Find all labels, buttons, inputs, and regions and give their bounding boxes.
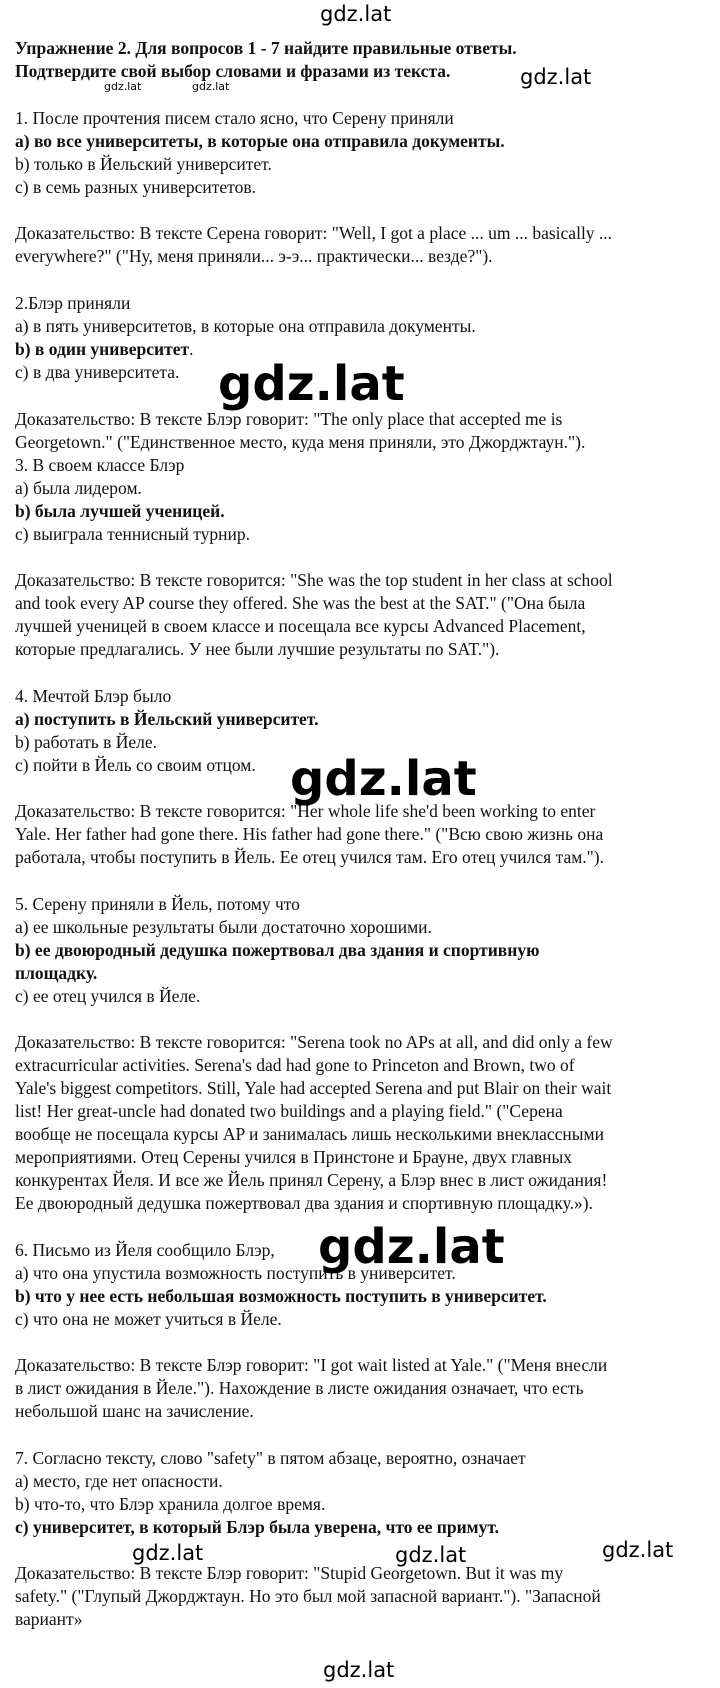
watermark: gdz.lat <box>395 1543 467 1567</box>
q5-proof-line-1: Доказательство: В тексте говорится: "Serena took no APs at all, and did only a few <box>15 1032 613 1052</box>
q4-option-c: c) пойти в Йель со своим отцом. <box>15 755 256 775</box>
exercise-title-line-1: Упражнение 2. Для вопросов 1 - 7 найдите правильные ответы. <box>15 38 517 58</box>
question-7: 7. Согласно тексту, слово "safety" в пятом абзаце, вероятно, означает <box>15 1448 526 1468</box>
watermark: gdz.lat <box>104 80 142 93</box>
watermark: gdz.lat <box>290 751 477 807</box>
q1-option-b: b) только в Йельский университет. <box>15 154 272 174</box>
q4-proof-line-3: работала, чтобы поступить в Йель. Ее отец учился там. Его отец учился там."). <box>15 847 605 867</box>
q4-proof-line-1: Доказательство: В тексте говорится: "Her whole life she'd been working to enter <box>15 801 596 821</box>
q7-option-a: а) место, где нет опасности. <box>15 1471 223 1491</box>
q7-proof-line-2: safety." ("Глупый Джорджтаун. Но это был мой запасной вариант."). "Запасной <box>15 1586 601 1606</box>
q3-option-c: c) выиграла теннисный турнир. <box>15 524 250 544</box>
q5-proof-line-3: Yale's biggest competitors. Still, Yale had accepted Serena and put Blair on their wait <box>15 1078 612 1098</box>
q5-option-a: а) ее школьные результаты были достаточно хорошими. <box>15 917 432 937</box>
question-5: 5. Серену приняли в Йель, потому что <box>15 894 300 914</box>
q5-option-b-line-1: b) ее двоюродный дедушка пожертвовал два здания и спортивную <box>15 940 540 960</box>
q2-option-a: а) в пять университетов, в которые она отправила документы. <box>15 316 476 336</box>
q5-proof-line-6: мероприятиями. Отец Серены учился в Принстоне и Брауне, двух главных <box>15 1147 573 1167</box>
watermark: gdz.lat <box>192 80 230 93</box>
q2-option-b <box>15 338 193 360</box>
question-4: 4. Мечтой Блэр было <box>15 686 172 706</box>
question-6: 6. Письмо из Йеля сообщило Блэр, <box>15 1240 275 1260</box>
q3-option-b: b) была лучшей ученицей. <box>15 501 225 521</box>
q2-option-c: c) в два университета. <box>15 362 180 382</box>
q5-proof-line-5: вообще не посещала курсы AP и занималась лишь несколькими внеклассными <box>15 1124 604 1144</box>
q6-proof-line-2: в лист ожидания в Йеле."). Нахождение в листе ожидания означает, что есть <box>15 1378 584 1398</box>
q5-proof-line-7: конкурентах Йеля. И все же Йель принял Серену, а Блэр внес в лист ожидания! <box>15 1170 608 1190</box>
q7-option-c: c) университет, в который Блэр была уверена, что ее примут. <box>15 1517 499 1537</box>
q6-option-c: c) что она не может учиться в Йеле. <box>15 1309 282 1329</box>
q4-proof-line-2: Yale. Her father had gone there. His father had gone there." ("Всю свою жизнь она <box>15 824 604 844</box>
q1-proof-line-2: everywhere?" ("Ну, меня приняли... э-э... практически... везде?"). <box>15 246 493 266</box>
q7-proof-line-3: вариант» <box>15 1609 83 1629</box>
watermark: gdz.lat <box>323 1658 395 1682</box>
q7-option-b: b) что-то, что Блэр хранила долгое время. <box>15 1494 326 1514</box>
q5-option-c: c) ее отец учился в Йеле. <box>15 986 201 1006</box>
q1-option-c: c) в семь разных университетов. <box>15 177 256 197</box>
q6-option-a: а) что она упустила возможность поступить в университет. <box>15 1263 456 1283</box>
watermark: gdz.lat <box>602 1538 674 1562</box>
watermark: gdz.lat <box>132 1541 204 1565</box>
watermark: gdz.lat <box>520 65 592 89</box>
q6-proof-line-3: небольшой шанс на зачисление. <box>15 1401 254 1421</box>
question-3: 3. В своем классе Блэр <box>15 455 185 475</box>
q3-proof-line-3: лучшей ученицей в своем классе и посещала все курсы Advanced Placement, <box>15 616 586 636</box>
q3-proof-line-1: Доказательство: В тексте говорится: "She was the top student in her class at school <box>15 570 613 590</box>
q1-proof-line-1: Доказательство: В тексте Серена говорит: "Well, I got a place ... um ... basically ... <box>15 223 613 243</box>
question-2: 2.Блэр приняли <box>15 293 131 313</box>
q5-proof-line-8: Ее двоюродный дедушка пожертвовал два здания и спортивную площадку.»). <box>15 1193 593 1213</box>
q4-option-a: а) поступить в Йельский университет. <box>15 709 319 729</box>
watermark: gdz.lat <box>320 2 392 26</box>
q2-option-b-period: . <box>189 339 194 359</box>
exercise-title-line-2: Подтвердите свой выбор словами и фразами из текста. <box>15 61 451 81</box>
q3-proof-line-4: которые предлагались. У нее были лучшие результаты по SAT."). <box>15 639 500 659</box>
watermark: gdz.lat <box>218 356 405 412</box>
q5-proof-line-4: list! Her great-uncle had donated two buildings and a playing field." ("Серена <box>15 1101 563 1121</box>
question-1: 1. После прочтения писем стало ясно, что Серену приняли <box>15 108 454 128</box>
q7-proof-line-1: Доказательство: В тексте Блэр говорит: "Stupid Georgetown. But it was my <box>15 1563 564 1583</box>
q2-proof-line-1: Доказательство: В тексте Блэр говорит: "The only place that accepted me is <box>15 409 563 429</box>
q5-option-b-line-2: площадку. <box>15 963 98 983</box>
q1-option-a: а) во все университеты, в которые она отправила документы. <box>15 131 505 151</box>
q6-option-b: b) что у нее есть небольшая возможность поступить в университет. <box>15 1286 547 1306</box>
q2-proof-line-2: Georgetown." ("Единственное место, куда меня приняли, это Джорджтаун."). <box>15 432 586 452</box>
watermark: gdz.lat <box>318 1219 505 1275</box>
q4-option-b: b) работать в Йеле. <box>15 732 157 752</box>
q6-proof-line-1: Доказательство: В тексте Блэр говорит: "I got wait listed at Yale." ("Меня внесли <box>15 1355 608 1375</box>
q5-proof-line-2: extracurricular activities. Serena's dad had gone to Princeton and Brown, two of <box>15 1055 575 1075</box>
q3-proof-line-2: and took every AP course they offered. She was the best at the SAT." ("Она была <box>15 593 586 613</box>
q2-option-b-text: b) в один университет <box>15 339 190 359</box>
q3-option-a: а) была лидером. <box>15 478 142 498</box>
